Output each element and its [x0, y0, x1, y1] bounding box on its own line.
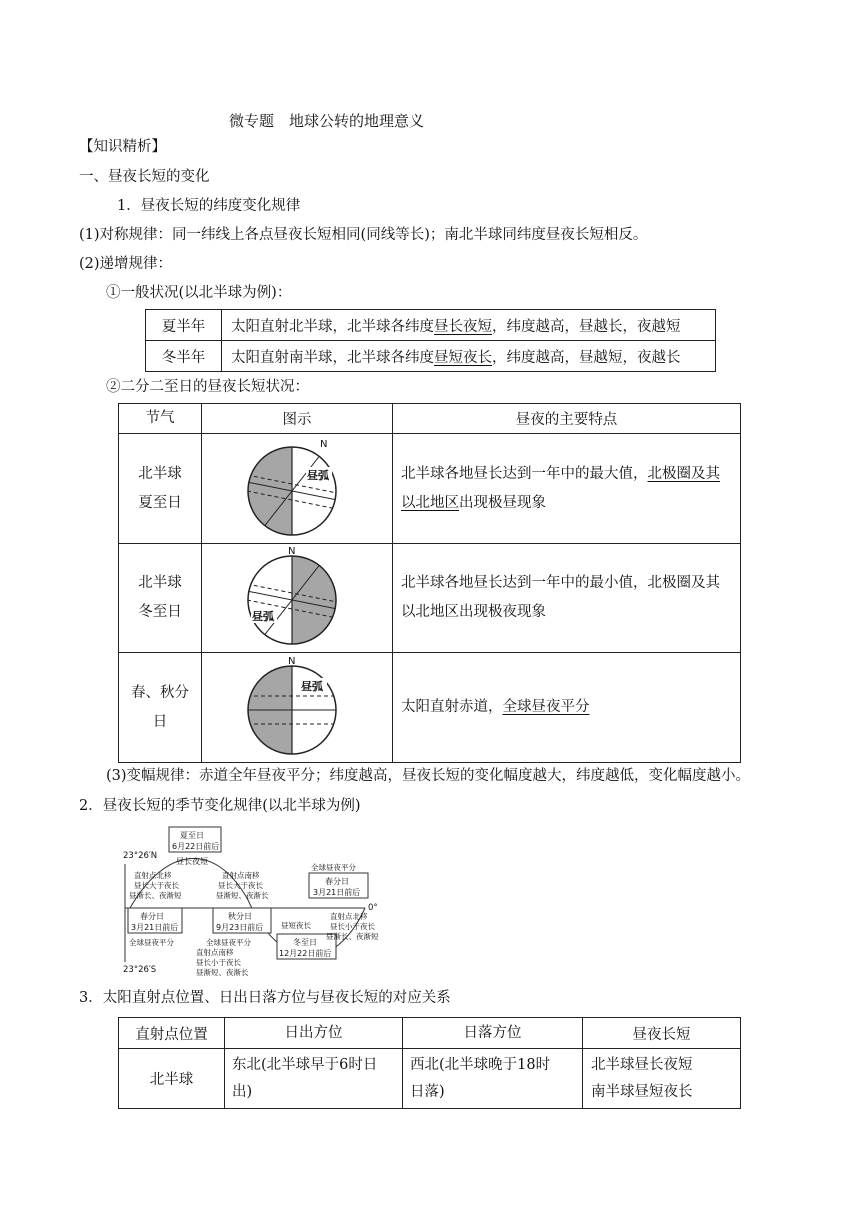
svg-text:全球昼夜平分: 全球昼夜平分	[206, 938, 251, 947]
svg-text:昼长大于夜长: 昼长大于夜长	[134, 881, 179, 890]
winter-solstice-globe	[237, 544, 357, 648]
position-cell: 北半球	[119, 1049, 225, 1109]
header-diagram: 图示	[202, 404, 393, 434]
header-feature: 昼夜的主要特点	[393, 404, 741, 434]
svg-text:昼长小于夜长: 昼长小于夜长	[196, 958, 241, 967]
table-row	[119, 1049, 741, 1109]
svg-text:春分日: 春分日	[325, 877, 349, 886]
svg-text:夏至日: 夏至日	[180, 831, 204, 840]
svg-text:全球昼夜平分: 全球昼夜平分	[311, 863, 356, 872]
header-position: 直射点位置	[119, 1018, 225, 1049]
relation-table	[118, 1017, 741, 1109]
season-desc: 太阳直射南半球，北半球各纬度昼短夜长，纬度越高，昼越短，夜越长	[222, 341, 716, 372]
page-title: 微专题 地球公转的地理意义	[229, 112, 425, 130]
svg-text:昼长小于夜长: 昼长小于夜长	[330, 922, 375, 931]
feature-cell: 北半球各地昼长达到一年中的最小值，北极圈及其以北地区出现极夜现象	[393, 544, 741, 653]
rule-symmetry: (1)对称规律：同一纬线上各点昼夜长短相同(同线等长)；南北半球同纬度昼夜长短相反。	[79, 227, 648, 243]
table-row	[146, 341, 716, 372]
svg-text:9月23日前后: 9月23日前后	[216, 923, 264, 932]
header-sunset: 日落方位	[403, 1018, 583, 1049]
svg-text:昼短夜长: 昼短夜长	[281, 921, 311, 930]
svg-text:12月22日前后: 12月22日前后	[279, 949, 332, 958]
day-length-cell: 北半球昼长夜短 南半球昼短夜长	[583, 1049, 741, 1109]
table-header-row	[119, 1018, 741, 1049]
svg-text:冬至日: 冬至日	[293, 938, 317, 947]
season-cell: 夏半年	[146, 310, 222, 341]
svg-text:直射点南移: 直射点南移	[196, 948, 234, 957]
svg-text:秋分日: 秋分日	[228, 912, 252, 921]
table-row	[119, 653, 741, 763]
season-desc: 太阳直射北半球，北半球各纬度昼长夜短，纬度越高，昼越长，夜越短	[222, 310, 716, 341]
general-table	[145, 309, 716, 372]
term-cell: 春、秋分 日	[119, 653, 202, 763]
summer-solstice-globe	[237, 435, 357, 539]
svg-text:直射点南移: 直射点南移	[222, 871, 260, 880]
north-label: N	[320, 438, 328, 450]
heading-relation: 3．太阳直射点位置、日出日落方位与昼夜长短的对应关系	[79, 990, 451, 1006]
svg-text:3月21日前后: 3月21日前后	[313, 888, 361, 897]
table-row	[119, 434, 741, 544]
svg-text:昼渐短、夜渐长: 昼渐短、夜渐长	[216, 891, 269, 900]
svg-text:23°26′N: 23°26′N	[123, 851, 158, 861]
feature-cell: 太阳直射赤道，全球昼夜平分	[393, 653, 741, 763]
diagram-cell	[202, 653, 393, 763]
svg-text:春分日: 春分日	[140, 912, 164, 921]
header-term: 节气	[119, 404, 202, 434]
sunrise-cell: 东北(北半球早于6时日 出)	[225, 1049, 403, 1109]
north-label: N	[288, 546, 296, 557]
svg-text:昼长大于夜长: 昼长大于夜长	[218, 881, 263, 890]
diagram-cell	[202, 434, 393, 544]
heading-day-night-change: 一、昼夜长短的变化	[79, 169, 210, 185]
season-cell: 冬半年	[146, 341, 222, 372]
sunset-cell: 西北(北半球晚于18时 日落)	[403, 1049, 583, 1109]
rule-amplitude: (3)变幅规律：赤道全年昼夜平分；纬度越高，昼夜长短的变化幅度越大，纬度越低，变化幅度越小。	[106, 768, 751, 784]
svg-text:0°: 0°	[368, 903, 378, 913]
day-arc-label: 昼弧	[252, 610, 274, 623]
heading-seasonal-rule: 2．昼夜长短的季节变化规律(以北半球为例)	[79, 798, 361, 814]
solstice-table	[118, 403, 741, 763]
term-cell: 北半球 冬至日	[119, 544, 202, 653]
rule-increasing: (2)递增规律：	[79, 256, 173, 272]
section-knowledge: 【知识精析】	[79, 139, 166, 155]
svg-text:直射点北移: 直射点北移	[330, 912, 368, 921]
seasonal-change-diagram	[110, 822, 400, 978]
svg-text:3月21日前后: 3月21日前后	[131, 923, 179, 932]
table-header-row	[119, 404, 741, 434]
table-row	[119, 544, 741, 653]
svg-text:直射点北移: 直射点北移	[134, 871, 172, 880]
feature-cell: 北半球各地昼长达到一年中的最大值，北极圈及其以北地区出现极昼现象	[393, 434, 741, 544]
svg-text:全球昼夜平分: 全球昼夜平分	[129, 938, 174, 947]
svg-text:昼渐长、夜渐短: 昼渐长、夜渐短	[326, 932, 379, 941]
north-label: N	[288, 655, 296, 667]
svg-text:23°26′S: 23°26′S	[123, 965, 157, 975]
svg-text:昼渐长、夜渐短: 昼渐长、夜渐短	[129, 891, 182, 900]
diagram-cell	[202, 544, 393, 653]
header-day-length: 昼夜长短	[583, 1018, 741, 1049]
equinox-globe	[237, 654, 357, 758]
heading-latitude-rule: 1．昼夜长短的纬度变化规律	[117, 198, 301, 214]
solstice-label: ②二分二至日的昼夜长短状况：	[106, 379, 309, 395]
day-arc-label: 昼弧	[307, 468, 329, 482]
svg-text:昼渐短、夜渐长: 昼渐短、夜渐长	[196, 968, 249, 977]
header-sunrise: 日出方位	[225, 1018, 403, 1049]
day-arc-label: 昼弧	[301, 679, 323, 693]
general-label: ①一般状况(以北半球为例)：	[106, 285, 292, 301]
table-row	[146, 310, 716, 341]
svg-text:昼长夜短: 昼长夜短	[176, 857, 208, 866]
svg-text:6月22日前后: 6月22日前后	[172, 842, 220, 851]
term-cell: 北半球 夏至日	[119, 434, 202, 544]
